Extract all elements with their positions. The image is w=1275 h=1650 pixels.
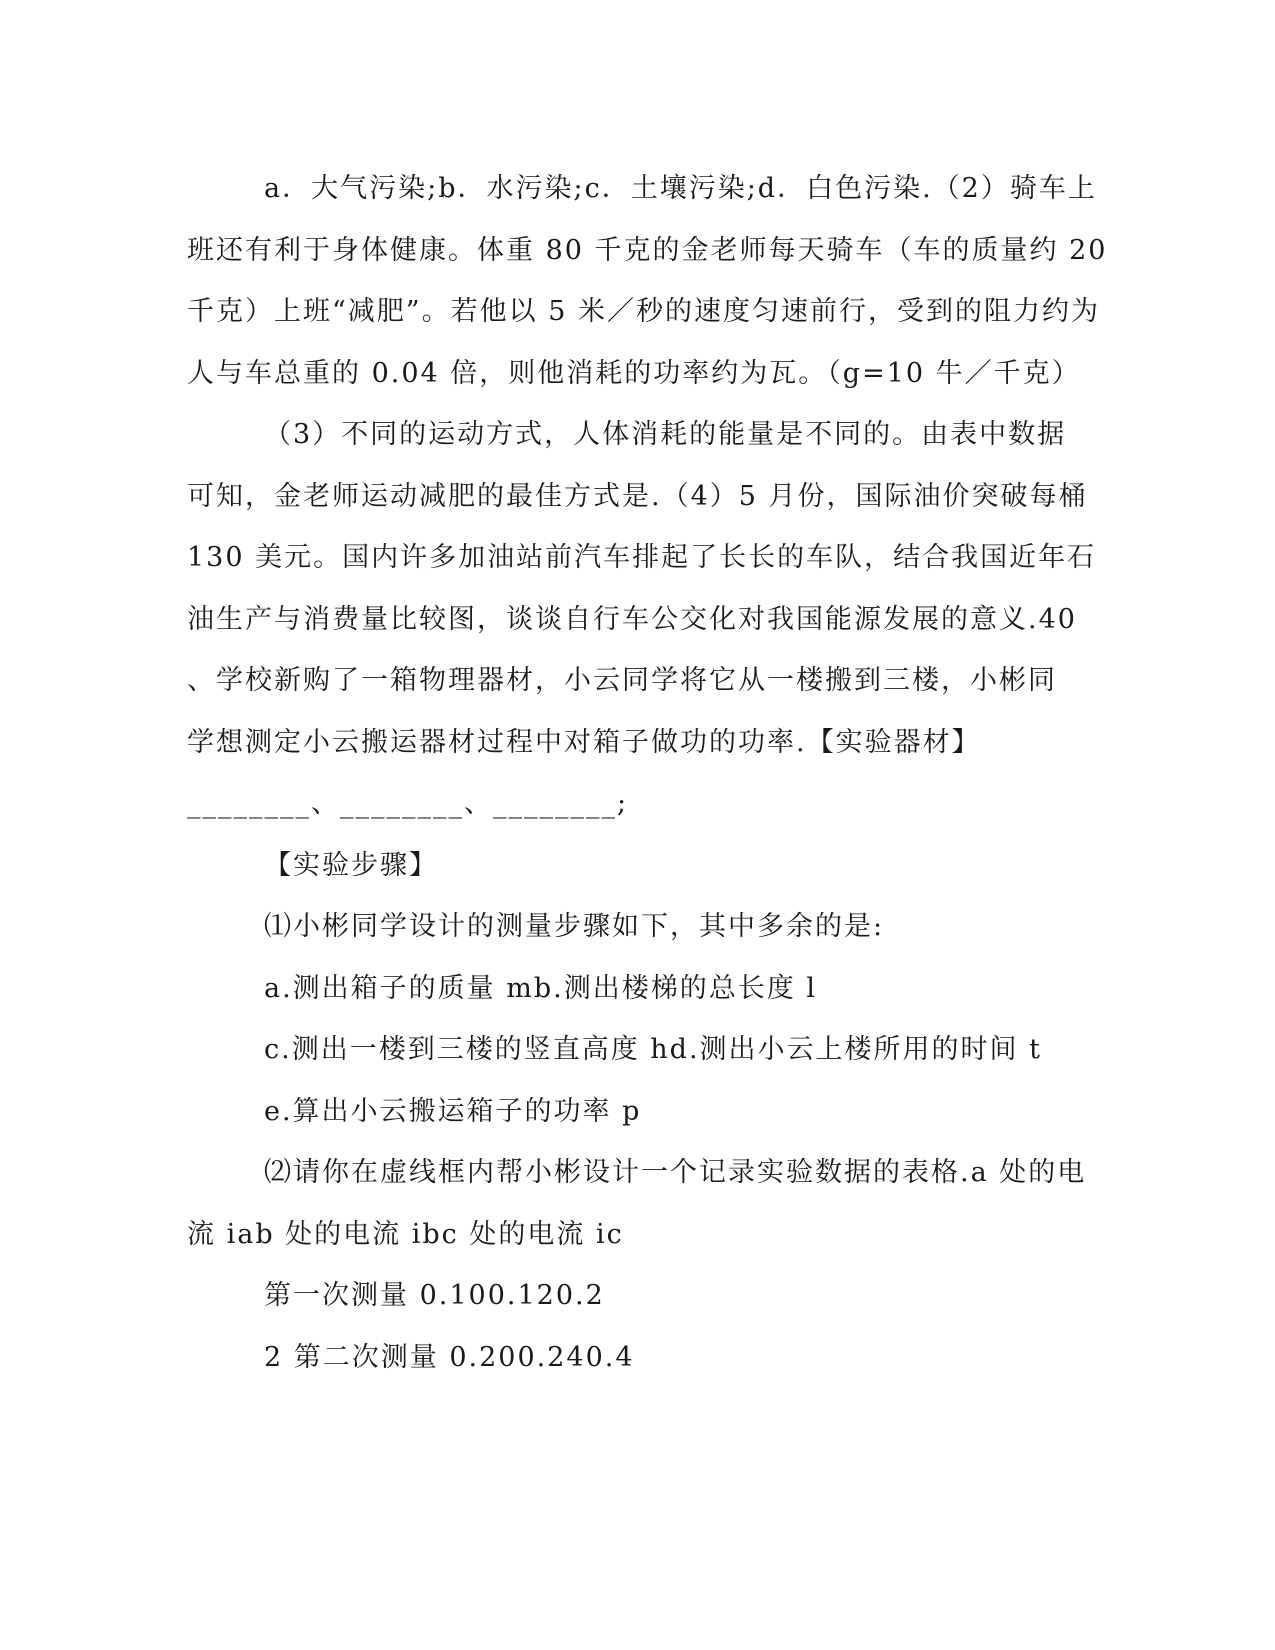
text-line: ⑴小彬同学设计的测量步骤如下，其中多余的是:: [264, 911, 885, 942]
text-line: 油生产与消费量比较图，谈谈自行车公交化对我国能源发展的意义.40: [187, 603, 1077, 635]
text-line: 130 美元。国内许多加油站前汽车排起了长长的车队，结合我国近年石: [187, 542, 1097, 573]
text-line: 2 第二次测量 0.200.240.4: [264, 1341, 635, 1373]
text-line: 可知，金老师运动减肥的最佳方式是.（4）5 月份，国际油价突破每桶: [187, 480, 1088, 512]
text-line: 学想测定小云搬运器材过程中对箱子做功的功率.【实验器材】: [187, 726, 981, 758]
text-line: 、学校新购了一箱物理器材，小云同学将它从一楼搬到三楼，小彬同: [187, 665, 1057, 696]
text-line: 班还有利于身体健康。体重 80 千克的金老师每天骑车（车的质量约 20: [187, 234, 1108, 266]
text-line: e.算出小云搬运箱子的功率 p: [264, 1095, 642, 1127]
text-line: c.测出一楼到三楼的竖直高度 hd.测出小云上楼所用的时间 t: [264, 1034, 1042, 1065]
text-line: ⑵请你在虚线框内帮小彬设计一个记录实验数据的表格.a 处的电: [264, 1157, 1087, 1188]
text-line: a.测出箱子的质量 mb.测出楼梯的总长度 l: [264, 972, 817, 1004]
blank-fill-line: ________、________、________;: [187, 788, 629, 819]
text-line: a．大气污染;b．水污染;c．土壤污染;d．白色污染.（2）骑车上: [264, 173, 1097, 204]
text-line: 人与车总重的 0.04 倍，则他消耗的功率约为瓦。（g=10 牛／千克）: [187, 357, 1081, 389]
section-heading: 【实验步骤】: [264, 849, 438, 881]
document-body: [187, 158, 1108, 1388]
text-line: 千克）上班“减肥”。若他以 5 米／秒的速度匀速前行，受到的阻力约为: [187, 296, 1100, 327]
text-line: 第一次测量 0.100.120.2: [264, 1280, 605, 1311]
text-line: 流 iab 处的电流 ibc 处的电流 ic: [187, 1218, 624, 1250]
text-line: （3）不同的运动方式，人体消耗的能量是不同的。由表中数据: [264, 419, 1067, 450]
